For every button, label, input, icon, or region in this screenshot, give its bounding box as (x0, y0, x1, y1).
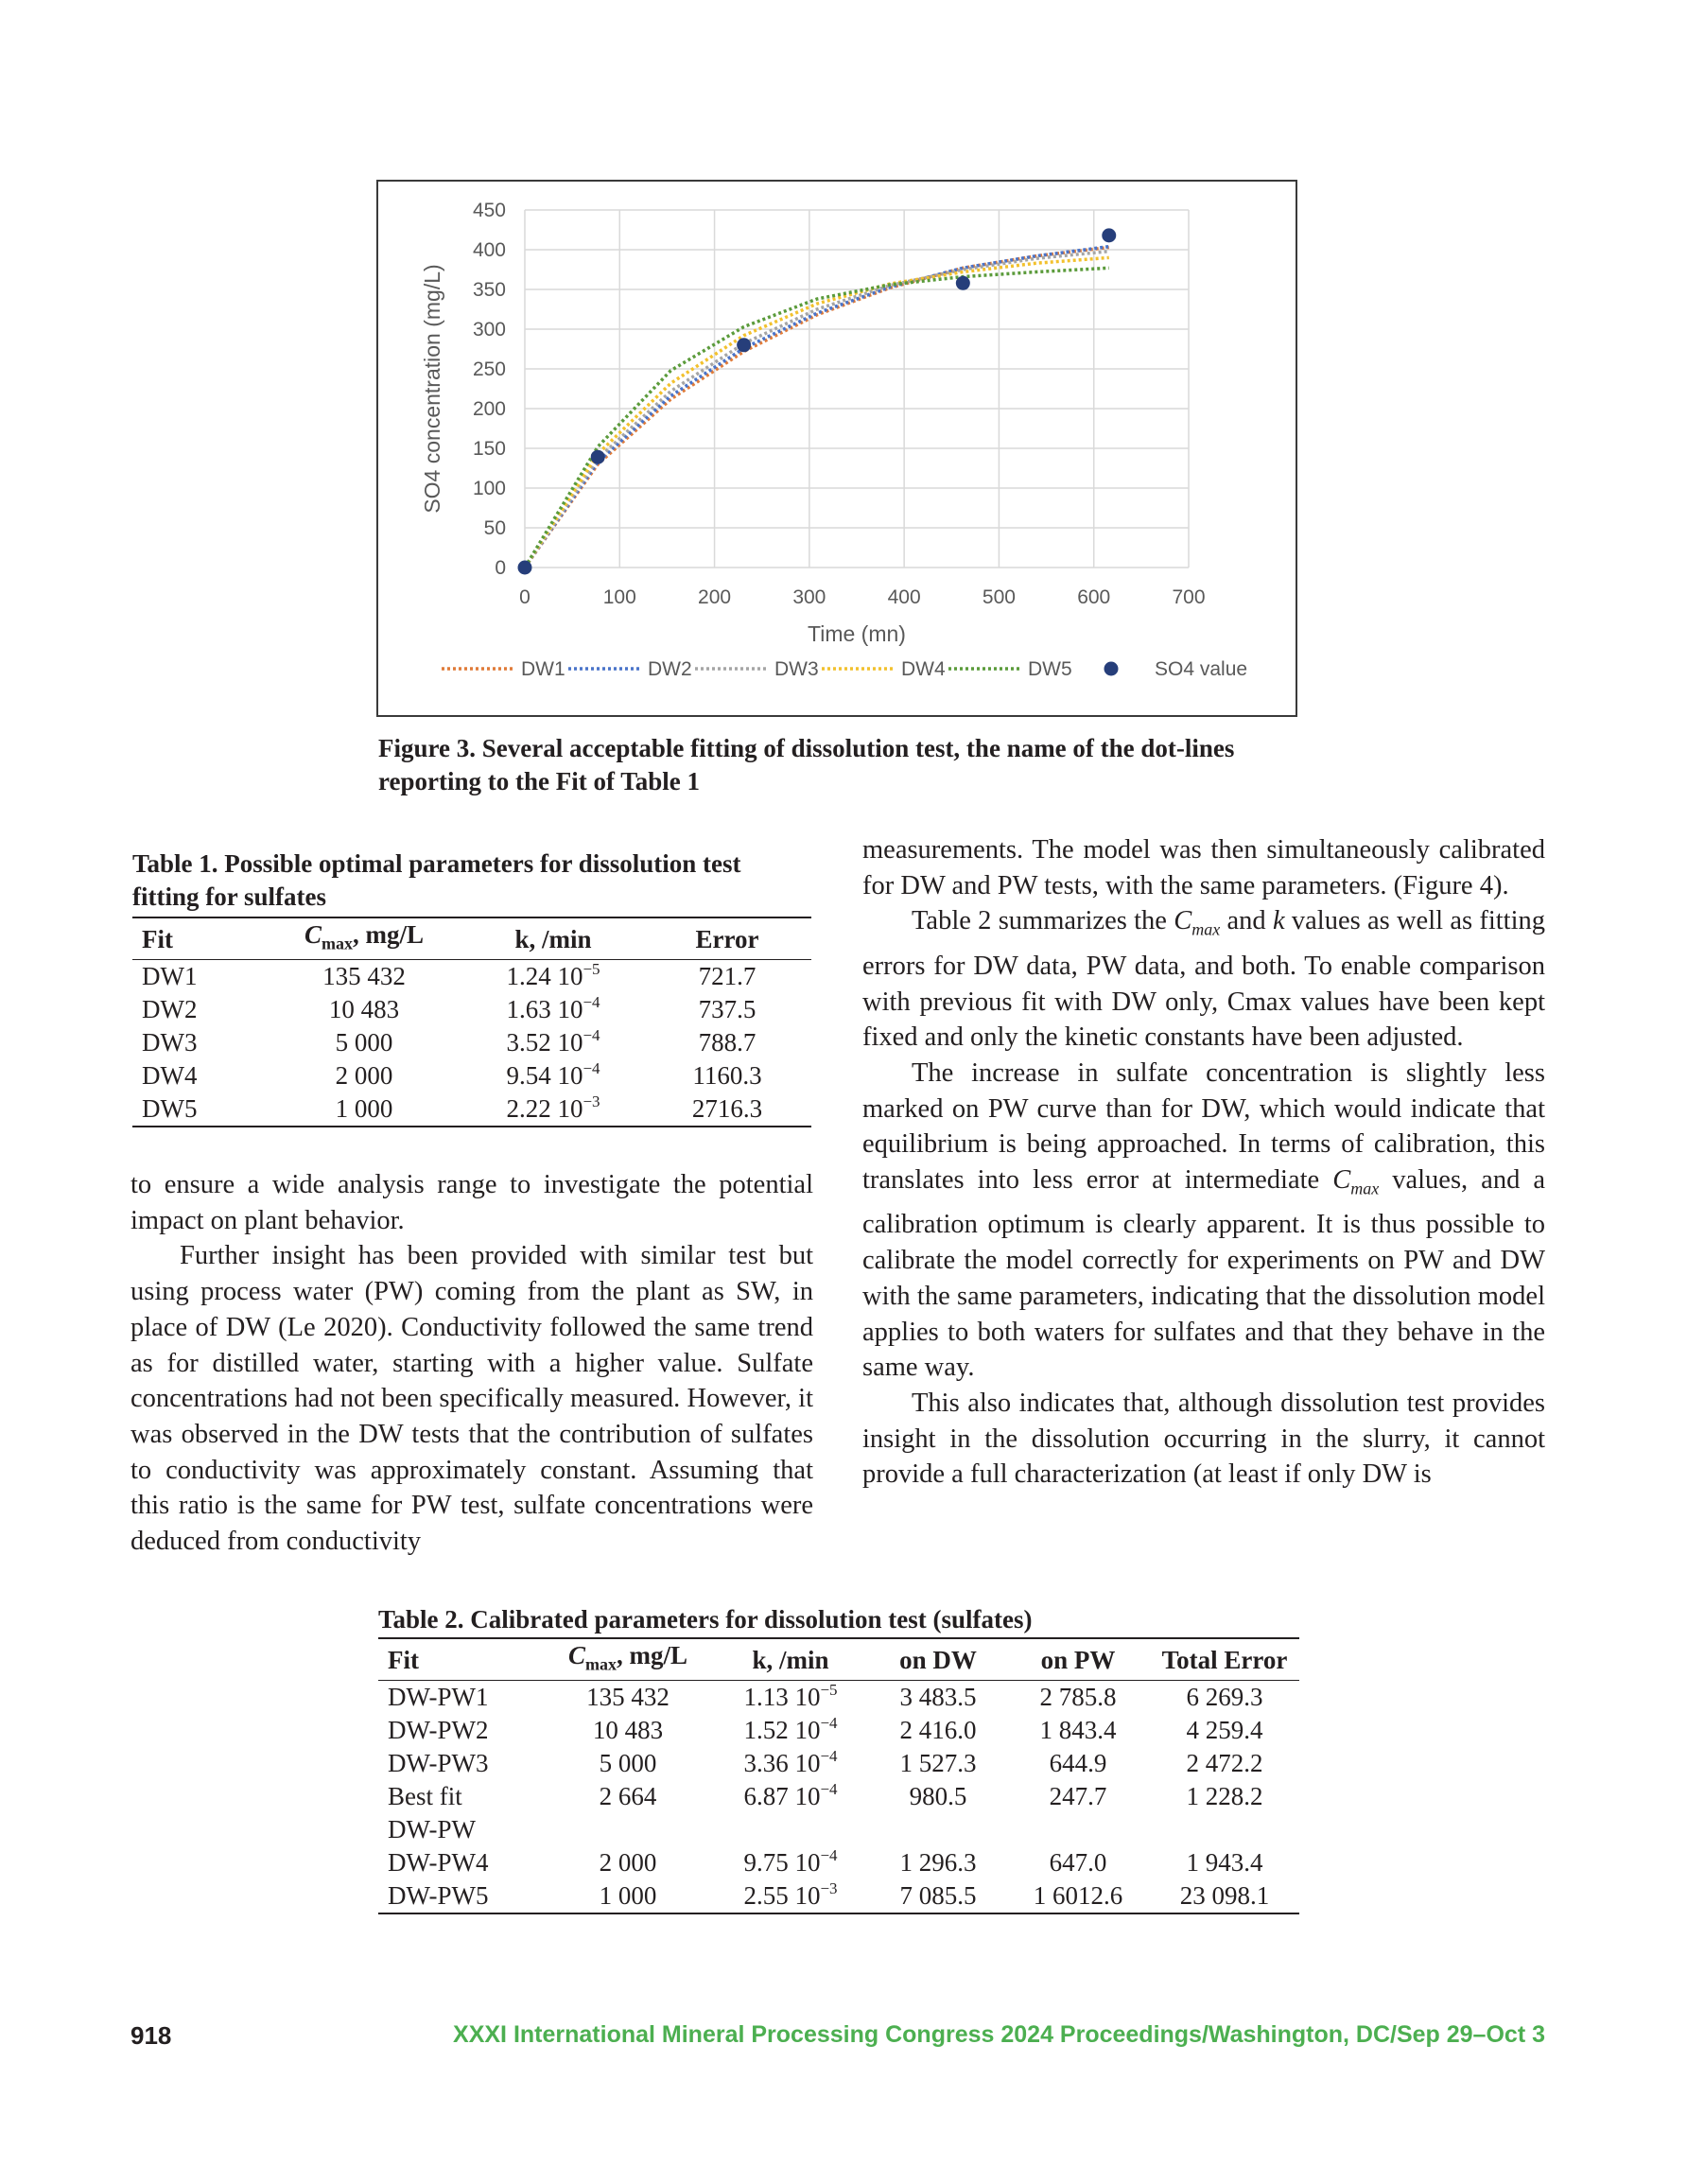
paragraph (862, 1056, 1545, 1386)
table2-header-cmax (545, 1638, 711, 1681)
table-cell-cmax (545, 1813, 711, 1846)
x-tick-label: 500 (982, 586, 1016, 608)
table-cell-error: 1160.3 (692, 1061, 762, 1091)
table-cell-fit: DW-PW1 (388, 1683, 489, 1712)
table-cell-k (463, 993, 643, 1026)
table-row (378, 1714, 1299, 1747)
table-cell-pw (1006, 1813, 1150, 1846)
table-cell-dw: 2 416.0 (899, 1716, 977, 1745)
k-mantissa: 2.22 10 (506, 1094, 583, 1124)
text-span: Table 2 summarizes the (912, 906, 1174, 936)
table-cell-error: 2716.3 (691, 1094, 763, 1124)
page-number: 918 (130, 2021, 172, 2050)
table-cell-pw: 1 843.4 (1039, 1716, 1117, 1745)
table1-header-k: k, /min (514, 924, 592, 953)
chart-svg (378, 182, 1296, 715)
data-point (737, 338, 751, 352)
text-span: The increase in sulfate concentration is slightly less marked on PW curve than for DW, which would indicate that equilibrium is being approached. In terms of calibration, this translates into less error at intermediate (862, 1057, 1545, 1196)
k-mantissa: 6.87 10 (743, 1782, 821, 1811)
y-tick-label: 350 (472, 279, 506, 301)
y-tick-label: 450 (472, 200, 506, 221)
table1-header-row (132, 917, 811, 960)
cmax-symbol: C (304, 920, 322, 949)
table-cell-fit: Best fit (388, 1782, 462, 1811)
table-cell-fit: DW-PW2 (388, 1716, 489, 1745)
table-row (378, 1879, 1299, 1913)
table-row (132, 1059, 811, 1092)
x-tick-label: 700 (1172, 586, 1206, 608)
y-tick-label: 300 (472, 319, 506, 341)
table-row (132, 960, 811, 994)
table-cell-fit: DW5 (142, 1094, 198, 1124)
table-cell-pw: 1 6012.6 (1033, 1881, 1123, 1911)
table-row (378, 1747, 1299, 1780)
legend-swatch-so4 (1104, 662, 1119, 676)
k-exponent: −4 (583, 1059, 600, 1078)
table-cell-error: 788.7 (698, 1028, 757, 1057)
legend-label: DW1 (521, 658, 565, 680)
table-row (378, 1846, 1299, 1879)
y-axis-label: SO4 concentration (mg/L) (420, 264, 444, 514)
table-cell-total: 4 259.4 (1186, 1716, 1263, 1745)
table2-header-dw: on DW (899, 1645, 977, 1674)
data-point (591, 450, 605, 464)
k-mantissa: 3.52 10 (506, 1028, 583, 1057)
figure-caption: Figure 3. Several acceptable fitting of dissolution test, the name of the dot-lines reporting to the Fit of Table 1 (378, 734, 1235, 795)
series-line-dw5 (525, 268, 1109, 568)
table-cell-fit: DW-PW (388, 1815, 476, 1844)
x-tick-label: 400 (887, 586, 921, 608)
table-cell-dw: 1 527.3 (899, 1749, 977, 1778)
table2-header-row (378, 1638, 1299, 1681)
y-tick-label: 50 (483, 517, 506, 539)
table-cell-k (711, 1846, 870, 1879)
table2-header-k: k, /min (752, 1645, 829, 1674)
text-span: values, and a calibration optimum is clearly apparent. It is thus possible to calibrate the model correctly for experiments on PW and DW with the same parameters, indicating that the dissolution model applies to both waters for sulfates and that they behave in the same way. (862, 1165, 1545, 1383)
y-tick-label: 0 (495, 557, 506, 579)
table1-header-fit: Fit (142, 924, 173, 953)
table-cell-dw: 980.5 (909, 1782, 967, 1811)
cmax-symbol: C (567, 1641, 585, 1669)
table2-caption: Table 2. Calibrated parameters for dissolution test (sulfates) (378, 1605, 1033, 1634)
table2-header-pw: on PW (1040, 1645, 1116, 1674)
cmax-symbol: C (1332, 1165, 1351, 1196)
table-cell-dw: 1 296.3 (899, 1848, 977, 1878)
table-cell-k (711, 1714, 870, 1747)
k-mantissa: 1.52 10 (743, 1716, 821, 1745)
table-cell-pw: 647.0 (1049, 1848, 1107, 1878)
table-cell-error: 737.5 (698, 995, 757, 1024)
x-tick-label: 600 (1077, 586, 1111, 608)
k-exponent: −5 (583, 960, 600, 979)
data-point (518, 561, 532, 575)
table-cell-cmax: 2 000 (599, 1848, 657, 1878)
table-cell-k (463, 960, 643, 994)
table-cell-total (1150, 1813, 1299, 1846)
table-cell-k (463, 1092, 643, 1127)
table-cell-total: 23 098.1 (1179, 1881, 1270, 1911)
table-row (132, 1026, 811, 1059)
table-cell-cmax: 135 432 (586, 1683, 670, 1712)
legend-label: DW3 (774, 658, 819, 680)
table-cell-fit: DW-PW3 (388, 1749, 489, 1778)
table-cell-fit: DW1 (142, 962, 198, 991)
table-cell-cmax: 5 000 (599, 1749, 657, 1778)
table-cell-cmax: 5 000 (335, 1028, 393, 1057)
cmax-symbol: C (1174, 906, 1192, 936)
table-cell-cmax: 1 000 (335, 1094, 393, 1124)
paragraph: Further insight has been provided with similar test but using process water (PW) coming from the plant as SW, in place of DW (Le 2020). Conductivity followed the same trend as for distilled water, starting with a higher value. Sulfate concentrations had not been specifically measured. However, it was observed in the DW tests that the contribution of sulfates to conductivity was approximately constant. Assuming that this ratio is the same for PW test, sulfate concentrations were deduced from conductivity (130, 1241, 813, 1557)
y-tick-label: 100 (472, 478, 506, 499)
data-point (1102, 228, 1116, 242)
table-cell-cmax: 10 483 (328, 995, 400, 1024)
table-cell-fit: DW4 (142, 1061, 198, 1091)
cmax-subscript: max (1350, 1179, 1380, 1198)
table-cell-k (711, 1780, 870, 1813)
table-row (132, 1092, 811, 1127)
k-exponent: −4 (820, 1747, 838, 1766)
legend-label: DW2 (648, 658, 692, 680)
table-cell-pw: 644.9 (1049, 1749, 1107, 1778)
table-row (378, 1780, 1299, 1813)
series-line-dw1 (525, 247, 1109, 568)
x-axis-label: Time (mn) (808, 621, 906, 646)
x-tick-label: 200 (698, 586, 732, 608)
k-exponent: −4 (820, 1780, 838, 1799)
cmax-subscript: max (1191, 920, 1221, 940)
table-cell-k (711, 1879, 870, 1913)
table-cell-total: 6 269.3 (1186, 1683, 1263, 1712)
cmax-subscript: max (322, 934, 353, 953)
table2-header-total: Total Error (1161, 1645, 1288, 1674)
table-cell-dw (870, 1813, 1006, 1846)
x-tick-label: 300 (792, 586, 826, 608)
footer-proceedings-title: XXXI International Mineral Processing Congress 2024 Proceedings/Washington, DC/Sep 29–Oct 3 (453, 2021, 1545, 2048)
k-mantissa: 1.13 10 (743, 1683, 821, 1712)
table2-header-fit: Fit (388, 1645, 419, 1674)
y-tick-label: 200 (472, 398, 506, 420)
k-exponent: −4 (820, 1714, 838, 1733)
table-row (132, 993, 811, 1026)
cmax-unit: , mg/L (617, 1641, 688, 1669)
y-tick-label: 250 (472, 358, 506, 380)
table-cell-cmax: 10 483 (592, 1716, 664, 1745)
table-cell-fit: DW2 (142, 995, 198, 1024)
k-exponent: −4 (583, 993, 600, 1012)
right-column-text (862, 832, 1545, 1493)
paragraph (862, 903, 1545, 1056)
text-span: and (1220, 906, 1273, 936)
y-tick-label: 150 (472, 438, 506, 460)
y-tick-label: 400 (472, 239, 506, 261)
k-exponent: −3 (583, 1092, 600, 1111)
data-point (956, 276, 970, 290)
table-cell-pw: 2 785.8 (1039, 1683, 1117, 1712)
k-mantissa: 1.63 10 (506, 995, 583, 1024)
k-exponent: −5 (820, 1681, 838, 1700)
k-mantissa: 9.54 10 (506, 1061, 583, 1091)
table1-header-cmax (265, 917, 463, 960)
table-cell-total: 2 472.2 (1186, 1749, 1263, 1778)
k-exponent: −4 (820, 1846, 838, 1865)
table-cell-k (463, 1026, 643, 1059)
table2 (378, 1637, 1299, 1914)
table1-caption: Table 1. Possible optimal parameters for dissolution test fitting for sulfates (132, 849, 741, 911)
table-cell-fit: DW-PW5 (388, 1881, 489, 1911)
table-cell-dw: 7 085.5 (899, 1881, 977, 1911)
left-column-text (130, 1167, 813, 1560)
k-symbol: k (1272, 906, 1285, 936)
table-cell-cmax: 135 432 (322, 962, 406, 991)
figure-3-chart (376, 180, 1297, 717)
table-cell-k (711, 1747, 870, 1780)
legend-label: DW5 (1028, 658, 1072, 680)
paragraph: This also indicates that, although dissolution test provides insight in the dissolution occurring in the slurry, it cannot provide a full characterization (at least if only DW is (862, 1388, 1545, 1490)
x-tick-label: 0 (519, 586, 530, 608)
table-cell-total: 1 943.4 (1186, 1848, 1263, 1878)
paragraph: measurements. The model was then simultaneously calibrated for DW and PW tests, with the same parameters. (Figure 4). (862, 835, 1545, 900)
k-exponent: −4 (583, 1026, 600, 1045)
legend-label: DW4 (901, 658, 946, 680)
table-cell-dw: 3 483.5 (899, 1683, 977, 1712)
legend-label: SO4 value (1155, 658, 1248, 680)
table-cell-cmax: 2 664 (599, 1782, 657, 1811)
table-cell-fit: DW-PW4 (388, 1848, 489, 1878)
cmax-unit: , mg/L (353, 920, 425, 949)
table-cell-k (711, 1681, 870, 1715)
k-mantissa: 2.55 10 (743, 1881, 821, 1911)
table-cell-k (463, 1059, 643, 1092)
table-row (378, 1681, 1299, 1715)
table-cell-total: 1 228.2 (1186, 1782, 1263, 1811)
table1-header-error: Error (695, 924, 759, 953)
table-row (378, 1813, 1299, 1846)
table-cell-cmax: 1 000 (599, 1881, 657, 1911)
k-mantissa: 9.75 10 (743, 1848, 821, 1878)
table-cell-error: 721.7 (698, 962, 757, 991)
k-exponent: −3 (820, 1879, 838, 1898)
k-mantissa: 1.24 10 (506, 962, 583, 991)
series-line-dw2 (525, 247, 1109, 568)
text-span: values as well as fitting errors for DW data, PW data, and both. To enable comparison with previous fit with DW only, Cmax values have been kept fixed and only the kinetic constants have been adjusted. (862, 906, 1546, 1053)
x-tick-label: 100 (602, 586, 636, 608)
table-cell-fit: DW3 (142, 1028, 198, 1057)
table-cell-k (711, 1813, 870, 1846)
k-mantissa: 3.36 10 (743, 1749, 821, 1778)
table1 (132, 917, 811, 1127)
table-cell-pw: 247.7 (1049, 1782, 1107, 1811)
table-cell-cmax: 2 000 (335, 1061, 393, 1091)
cmax-subscript: max (585, 1654, 617, 1674)
paragraph: to ensure a wide analysis range to investigate the potential impact on plant behavior. (130, 1170, 813, 1235)
series-line-dw4 (525, 257, 1109, 568)
